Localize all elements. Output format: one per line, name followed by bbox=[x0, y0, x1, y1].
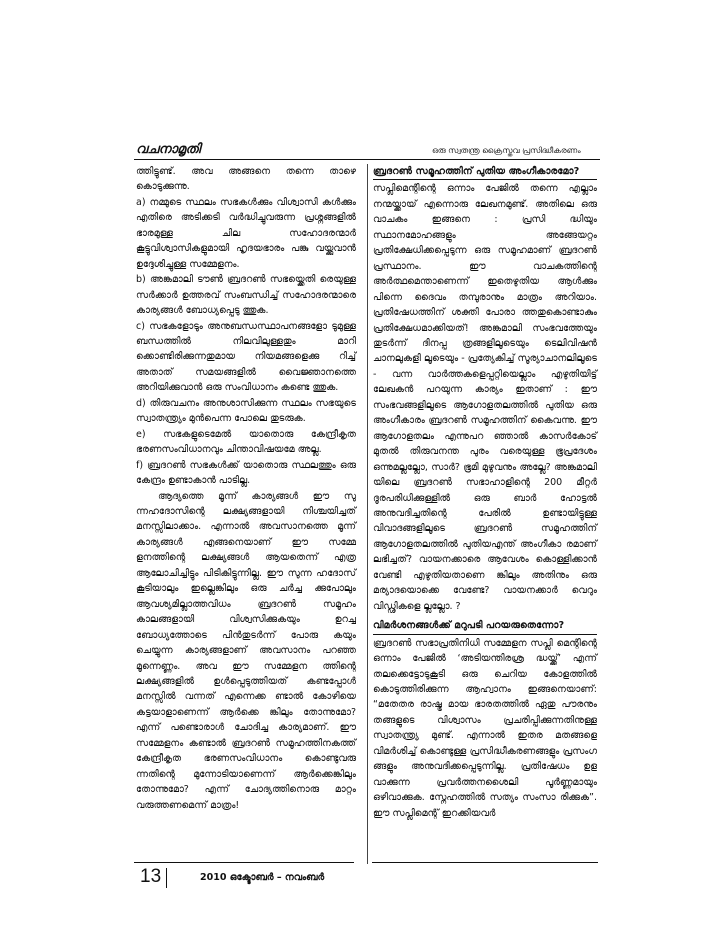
magazine-title: വചനാമൃതി bbox=[136, 142, 201, 157]
page-number-divider bbox=[166, 868, 167, 888]
section-heading-2: വിമർശനങ്ങൾക്ക് മറുപടി പറയരുതെന്നോ? bbox=[373, 618, 597, 634]
point-e: e) സഭകളുടെമേൽ യാതൊരു കേന്ദ്രീകൃത ഭരണസംവിധാനവും ചിന്താവിഷയമേ അല്ല. bbox=[136, 428, 356, 456]
section-body-2: ബ്രദറൺ സഭാപ്രതിനിധി സമ്മേളന സപ്ലി മെന്റിന്റെ ഒന്നാം പേജിൽ ‘അടിയന്തിരശ്ര ദ്ധയ്ക്ക്’ എന്ന് തലക്കെട്ടോടുകൂടി ഒരു ചെറിയ കോളത്തിൽ കൊടുത്തിരിക്കുന്ന ആഹ്വാനം ഇങ്ങനെയാണ്: “മതേതര രാഷ്ട്ര മായ ഭാരതത്തിൽ ഏതു പൗരനും തങ്ങളുടെ വിശ്വാസം പ്രചരിപ്പിക്കുന്നതിനുള്ള സ്വാതന്ത്ര്യ മുണ്ട്. എന്നാൽ ഇതര മതങ്ങളെ വിമർശിച്ച് കൊണ്ടുള്ള പ്രസിദ്ധീകരണങ്ങളും പ്രസംഗ ങ്ങളും അനുവദിക്കപ്പെടുന്നില്ല. പ്രതിഷേധം ഉള വാക്കുന്ന പ്രവർത്തനശൈലി പൂർണ്ണമായും ഒഴിവാക്കുക. സ്നേഹത്തിൽ സത്യം സംസാ രിക്കുക”. ഈ സപ്ലിമെന്റ് ഇറക്കിയവർ bbox=[373, 637, 597, 819]
point-c: c) സഭകളോടും അനുബന്ധസ്ഥാപനങ്ങളോ ടുമുള്ള ബന്ധത്തിൽ നിലവിലുള്ളതും മാറി ക്കൊണ്ടിരിക്കുന്നതുമായ നിയമങ്ങളെക്കു റിച്ച് അതാത് സമയങ്ങളിൽ വൈജ്ഞാനത്തെ അറിയിക്കുവാൻ ഒരു സംവിധാനം കണ്ടെ ത്തുക. bbox=[136, 320, 356, 394]
section-heading-1: ബ്രദറൺ സമൂഹത്തിന് പുതിയ അംഗീകാരമോ? bbox=[373, 164, 597, 180]
page-number: 13 bbox=[140, 866, 162, 887]
section-body-1: സപ്ലിമെന്റിന്റെ ഒന്നാം പേജിൽ തന്നെ എല്ലാം നന്മയ്ക്കായ് എന്നൊരു ലേഖനമുണ്ട്. അതിലെ ഒരു വാചകം ഇങ്ങനെ : പ്രസി ദ്ധിയും സ്ഥാനമോഹങ്ങളും അങ്ങേയറ്റം പ്രതിക്ഷേധിക്കപ്പെടുന്ന ഒരു സമൂഹമാണ് ബ്രദറൺ പ്രസ്ഥാനം. ഈ വാചകത്തിന്റെ അർത്ഥമെന്താണെന്ന് ഇതെഴുതിയ ആൾക്കും പിന്നെ ദൈവം തമ്പുരാനും മാത്രം അറിയാം. പ്രതിഷേധത്തിന് ശക്തി പോരാ ത്തതുകൊണ്ടാകും പ്രതിക്ഷേധമാക്കിയത്! അങ്കമാലി സംഭവത്തേയും തുടർന്ന് ദിനപ്പ ത്രങ്ങളിലൂടെയും ടെലിവിഷൻ ചാനലുകളി ലൂടെയും - പ്രത്യേകിച്ച് സൂര്യാചാനലിലൂടെ - വന്ന വാർത്തകളെപ്പറ്റിയെല്ലാം എഴുതിയിട്ട് ലേഖകൻ പറയുന്ന കാര്യം ഇതാണ് : ഈ സംഭവങ്ങളിലൂടെ ആഗോളതലത്തിൽ പുതിയ ഒരു അംഗീകാരം ബ്രദറൺ സമൂഹത്തിന് കൈവന്നു. ഈ ആഗോളതലം എന്നുപറ ഞ്ഞാൽ കാസർകോട് മുതൽ തിരുവനന്ത പുരം വരെയുള്ള ഭൂപ്രദേശം ഒന്നുമല്ലല്ലോ, സാർ? ഭൂമി മുഴുവനും അല്ലേ? അങ്കമാലി യിലെ ബ്രദറൺ സഭാഹാളിന്റെ 200 മീറ്റർ ദൂരപരിധിക്കുള്ളിൽ ഒരു ബാർ ഹോട്ടൽ അനുവദിച്ചതിന്റെ പേരിൽ ഉണ്ടായിട്ടുള്ള വിവാദങ്ങളിലൂടെ ബ്രദറൺ സമൂഹത്തിന് ആഗോളതലത്തിൽ പുതിയഎന്ത് അംഗീകാ രമാണ് ലഭിച്ചത്? വായനക്കാരെ ആവേശം കൊള്ളിക്കാൻ വേണ്ടി എഴുതിയതാണെ ങ്കിലും അതിനും ഒരു മര്യാദയൊക്കെ വേണ്ടേ? വായനക്കാർ വെറും വിഡ്ഢികളെ ല്ലല്ലോ. ? bbox=[373, 183, 597, 612]
intro-paragraph: ത്തിട്ടുണ്ട്. അവ അങ്ങനെ തന്നെ താഴെ കൊടുക്കുന്നു. bbox=[136, 166, 356, 193]
header-rule bbox=[134, 159, 600, 160]
left-column bbox=[136, 164, 356, 813]
column-divider bbox=[367, 164, 368, 864]
point-a: a) നമ്മുടെ സ്ഥലം സഭകൾക്കും വിശ്വാസി കൾക്കും എതിരെ അടിക്കടി വർദ്ധിച്ചുവരുന്ന പ്രശ്നങ്ങളിൽ ഭാരമുള്ള ചില സഹോദരന്മാർ കൂട്ടുവിശ്വാസികളുമായി ഹൃദയഭാരം പങ്കു വയ്ക്കുവാൻ ഉദ്ദേശിച്ചുള്ള സമ്മേളനം. bbox=[136, 196, 356, 270]
point-f: f) ബ്രദറൺ സഭകൾക്ക് യാതൊരു സ്ഥലത്തും ഒരു കേന്ദ്രം ഉണ്ടാകാൻ പാടില്ല. bbox=[136, 459, 356, 487]
footer-rule-right bbox=[372, 862, 598, 863]
right-column bbox=[373, 164, 597, 821]
point-b: b) അങ്കമാലി ടൗൺ ബ്രദറൺ സഭയ്ക്കെതി രെയുള്ള സർക്കാർ ഉത്തരവ് സംബന്ധിച്ച് സഹോദരന്മാരെ കാര്യങ്ങൾ ബോധ്യപ്പെടു ത്തുക. bbox=[136, 274, 356, 317]
point-d: d) തിരുവചനം അനുശാസിക്കുന്ന സ്ഥലം സഭയുടെ സ്വാതന്ത്ര്യം മുൻപെന്ന പോലെ തുടരുക. bbox=[136, 397, 356, 425]
footer-rule-left bbox=[134, 862, 354, 863]
magazine-tagline: ഒരു സ്വതന്ത്ര ക്രൈസ്തവ പ്രസിദ്ധീകരണം bbox=[432, 146, 581, 155]
commentary-paragraph: ആദ്യത്തെ മൂന്ന് കാര്യങ്ങൾ ഈ സു ന്നഹദോസിന്റെ ലക്ഷ്യങ്ങളായി നിശ്ചയിച്ചത് മനസ്സിലാക്കാം. എന്നാൽ അവസാനത്തെ മൂന്ന് കാര്യങ്ങൾ എങ്ങനെയാണ് ഈ സമ്മേ ളനത്തിന്റെ ലക്ഷ്യങ്ങൾ ആയതെന്ന് എത്ര ആലോചിച്ചിട്ടും പിടികിട്ടുന്നില്ല. ഈ സുന്ന ഹദോസ് കൂടിയാലും ഇല്ലെങ്കിലും ഒരു ചർച്ച ക്കുപോലും ആവശ്യമില്ലാത്തവിധം ബ്രദറൺ സമൂഹം കാലങ്ങളായി വിശ്വസിക്കുകയും ഉറച്ച ബോധ്യത്തോടെ പിൻതുടർന്ന് പോരു കയും ചെയ്യുന്ന കാര്യങ്ങളാണ് അവസാനം പറഞ്ഞ മൂന്നെണ്ണം. അവ ഈ സമ്മേളന ത്തിന്റെ ലക്ഷ്യങ്ങളിൽ ഉൾപ്പെടുത്തിയത് കണ്ടപ്പോൾ മനസ്സിൽ വന്നത് എന്നെക്ക ണ്ടാൽ കോഴിയെ കട്ടയാളാണെന്ന് ആർക്കെ ങ്കിലും തോന്നുമോ? എന്ന് പണ്ടൊരാൾ ചോദിച്ച കാര്യമാണ്. ഈ സമ്മേളനം കണ്ടാൽ ബ്രദറൺ സമൂഹത്തിനകത്ത് കേന്ദ്രീകൃത ഭരണസംവിധാനം കൊണ്ടുവരു ന്നതിന്റെ മുന്നോടിയാണെന്ന് ആർക്കെങ്കിലും തോന്നുമോ? എന്ന് ചോദ്യത്തിനൊരു മാറ്റം വരുത്തണമെന്ന് മാത്രം! bbox=[136, 490, 356, 811]
issue-date: 2010 ഒക്ടോബർ – നവംബർ bbox=[200, 872, 325, 883]
